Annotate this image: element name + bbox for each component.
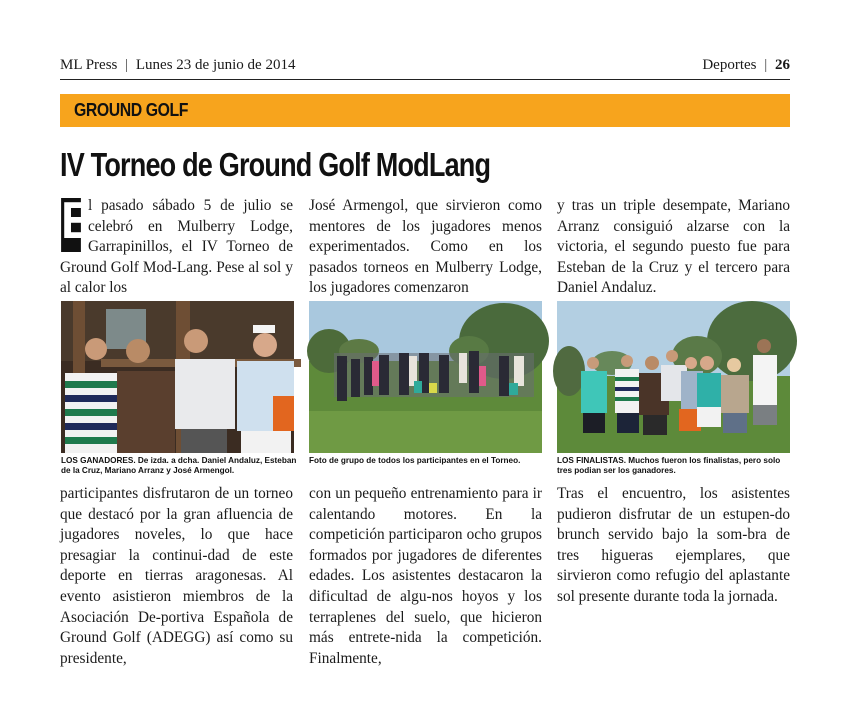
header-separator: |	[125, 57, 129, 73]
column-2-bottom-text: con un pequeño entrenamiento para ir calentando motores. En la competición participaron ocho grupos formados por jugadores de diferentes edades. Los asistentes destacaron la dificultad de algu-nos hoyos y los terraplenes del suelo, que hicieron más entrete-nida la competición. Finalmente,	[309, 485, 542, 667]
drop-cap-letter: E	[61, 192, 93, 250]
column-1-bottom	[60, 484, 293, 669]
column-1-top	[60, 192, 293, 299]
page-header	[60, 57, 790, 80]
header-separator-right: |	[764, 57, 768, 73]
caption-finalists-text: Muchos fueron los finalistas, pero solo tres podian ser los ganadores.	[557, 456, 781, 475]
caption-winners-lead: LOS GANADORES.	[61, 456, 136, 465]
caption-winners	[61, 456, 301, 476]
publication-date: Lunes 23 de junio de 2014	[135, 57, 296, 73]
section-name: Deportes	[702, 57, 757, 73]
column-3-top-text: y tras un triple desempate, Mariano Arranz consiguió alzarse con la victoria, el segundo puesto fue para Esteban de la Cruz y el tercero para Daniel Andaluz.	[557, 197, 790, 297]
column-1-top-text: l pasado sábado 5 de julio se celebró en Mulberry Lodge, Garrapinillos, el IV Torneo de Ground Golf Mod-Lang. Pese al sol y al calor los	[60, 197, 293, 297]
drop-cap	[61, 192, 93, 252]
caption-group-text: Foto de grupo de todos los participantes en el Torneo.	[309, 456, 521, 465]
article-headline: IV Torneo de Ground Golf ModLang	[60, 146, 491, 183]
column-2-top	[309, 196, 542, 299]
column-3-bottom-text: Tras el encuentro, los asistentes pudieron disfrutar de un estupen-do brunch servido bajo la som-bra de tres higueras ejemplares, que sirvieron como refugio del aplastante sol presente durante toda la jornada.	[557, 485, 790, 605]
column-2-top-text: José Armengol, que sirvieron como mentores de los jugadores menos experimentados. Como en los pasados torneos en Mulberry Lodge, los jugadores comenzaron	[309, 197, 542, 297]
section-bar-label: GROUND GOLF	[74, 100, 188, 120]
caption-winners-text: De izda. a dcha. Daniel Andaluz, Esteban de la Cruz, Mariano Arranz y José Armengol.	[61, 456, 297, 475]
caption-finalists-lead: LOS FINALISTAS.	[557, 456, 626, 465]
section-bar	[60, 94, 790, 127]
header-right	[702, 57, 790, 74]
column-2-bottom	[309, 484, 542, 669]
header-left	[60, 57, 295, 74]
publication-name: ML Press	[60, 57, 118, 73]
caption-finalists	[557, 456, 797, 476]
page-number: 26	[775, 57, 790, 73]
photo-finalists	[557, 301, 790, 453]
column-3-top	[557, 196, 790, 299]
caption-group	[309, 456, 549, 466]
photo-winners	[61, 301, 294, 453]
photo-group	[309, 301, 542, 453]
column-3-bottom	[557, 484, 790, 608]
column-1-bottom-text: participantes disfrutaron de un torneo que destacó por la gran afluencia de jugadores noveles, lo que hace presagiar la continui-dad de este deporte en tierras aragonesas. Al evento asistieron miembros de la Asociación De-portiva Española de Ground Golf (ADEGG) así como su presidente,	[60, 485, 293, 667]
